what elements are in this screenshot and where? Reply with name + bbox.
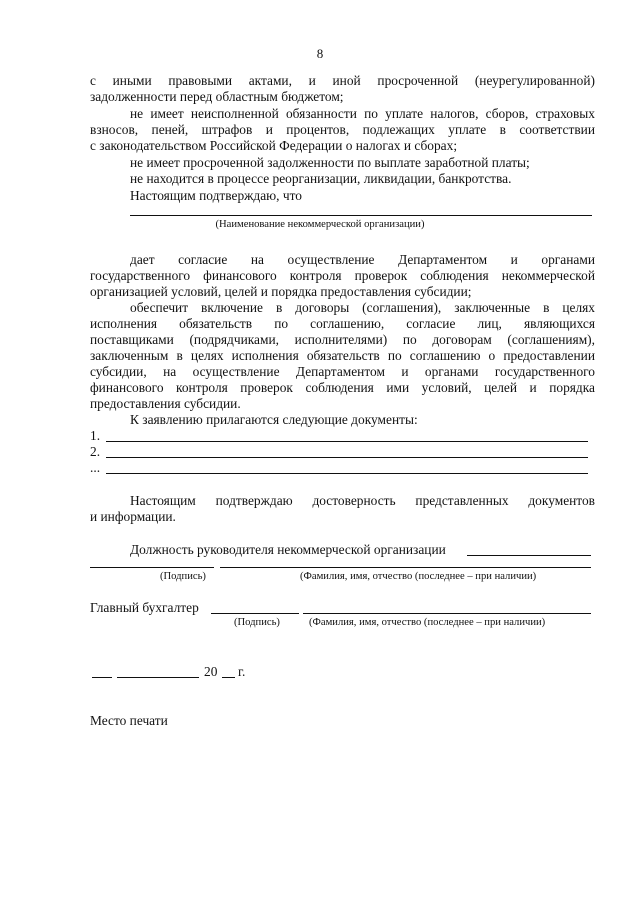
provide-line-7: предоставления субсидии. — [90, 396, 241, 411]
page-number: 8 — [316, 46, 324, 61]
intro-paragraph-3: не имеет просроченной задолженности по выплате заработной платы; — [130, 155, 530, 170]
provide-line-5: субсидии, на осуществление Департаментом и органами государственного — [90, 364, 595, 379]
head-full-name-line[interactable] — [220, 567, 591, 568]
provide-line-2: исполнения обязательств по соглашению, согласие лиц, являющихся — [90, 316, 595, 331]
provide-line-3: поставщиками (подрядчиками, исполнителями) по договорам (соглашениям), — [90, 332, 595, 347]
document-item-line[interactable] — [106, 473, 588, 474]
stamp-place-label: Место печати — [90, 713, 168, 728]
org-name-caption: (Наименование некоммерческой организации) — [215, 219, 425, 230]
head-name-caption: (Фамилия, имя, отчество (последнее – при наличии) — [300, 571, 537, 582]
intro-paragraph-2: не имеет неисполненной обязанности по уплате налогов, сборов, страховых — [130, 106, 595, 121]
org-name-field-line[interactable] — [130, 215, 592, 216]
document-item-number: 2. — [90, 444, 101, 459]
intro-paragraph-1: с иными правовыми актами, и иной просроченной (неурегулированной) — [90, 73, 595, 88]
date-year-suffix: г. — [238, 664, 246, 679]
intro-paragraph-5: Настоящим подтверждаю, что — [130, 188, 302, 203]
provide-line-1: обеспечит включение в договоры (соглашения), заключенные в целях — [130, 300, 595, 315]
intro-paragraph-2b: взносов, пеней, штрафов и процентов, подлежащих уплате в соответствии — [90, 122, 595, 137]
date-year-prefix: 20 — [204, 664, 218, 679]
head-signature-line[interactable] — [90, 567, 214, 568]
intro-paragraph-4: не находится в процессе реорганизации, ликвидации, банкротства. — [130, 171, 512, 186]
accountant-label: Главный бухгалтер — [90, 600, 199, 615]
accountant-name-caption: (Фамилия, имя, отчество (последнее – при наличии) — [309, 617, 546, 628]
intro-paragraph-1-end: задолженности перед областным бюджетом; — [90, 89, 344, 104]
accountant-full-name-line[interactable] — [303, 613, 591, 614]
head-signature-caption: (Подпись) — [160, 571, 206, 582]
confirm-line-2: и информации. — [90, 509, 176, 524]
documents-heading: К заявлению прилагаются следующие документы: — [130, 412, 418, 427]
accountant-signature-line[interactable] — [211, 613, 299, 614]
date-month-line[interactable] — [117, 677, 199, 678]
consent-line-3: организацией условий, целей и порядка предоставления субсидии; — [90, 284, 472, 299]
date-day-line[interactable] — [92, 677, 112, 678]
intro-paragraph-2-end: с законодательством Российской Федерации о налогах и сборах; — [90, 138, 458, 153]
provide-line-4: заключенным в целях исполнения обязательств по соглашению о предоставлении — [90, 348, 595, 363]
provide-line-6: финансового контроля проверок соблюдения ими условий, целей и порядка — [90, 380, 595, 395]
document-item-line[interactable] — [106, 441, 588, 442]
head-position-field-line[interactable] — [467, 555, 591, 556]
date-year-line[interactable] — [222, 677, 235, 678]
document-item-number: 1. — [90, 428, 101, 443]
confirm-line-1: Настоящим подтверждаю достоверность представленных документов — [130, 493, 595, 508]
head-position-label: Должность руководителя некоммерческой организации — [130, 542, 446, 557]
document-item-number: ... — [90, 460, 101, 475]
accountant-signature-caption: (Подпись) — [234, 617, 280, 628]
consent-line-2: государственного финансового контроля проверок соблюдения некоммерческой — [90, 268, 595, 283]
consent-line-1: дает согласие на осуществление Департаментом и органами — [130, 252, 595, 267]
document-item-line[interactable] — [106, 457, 588, 458]
